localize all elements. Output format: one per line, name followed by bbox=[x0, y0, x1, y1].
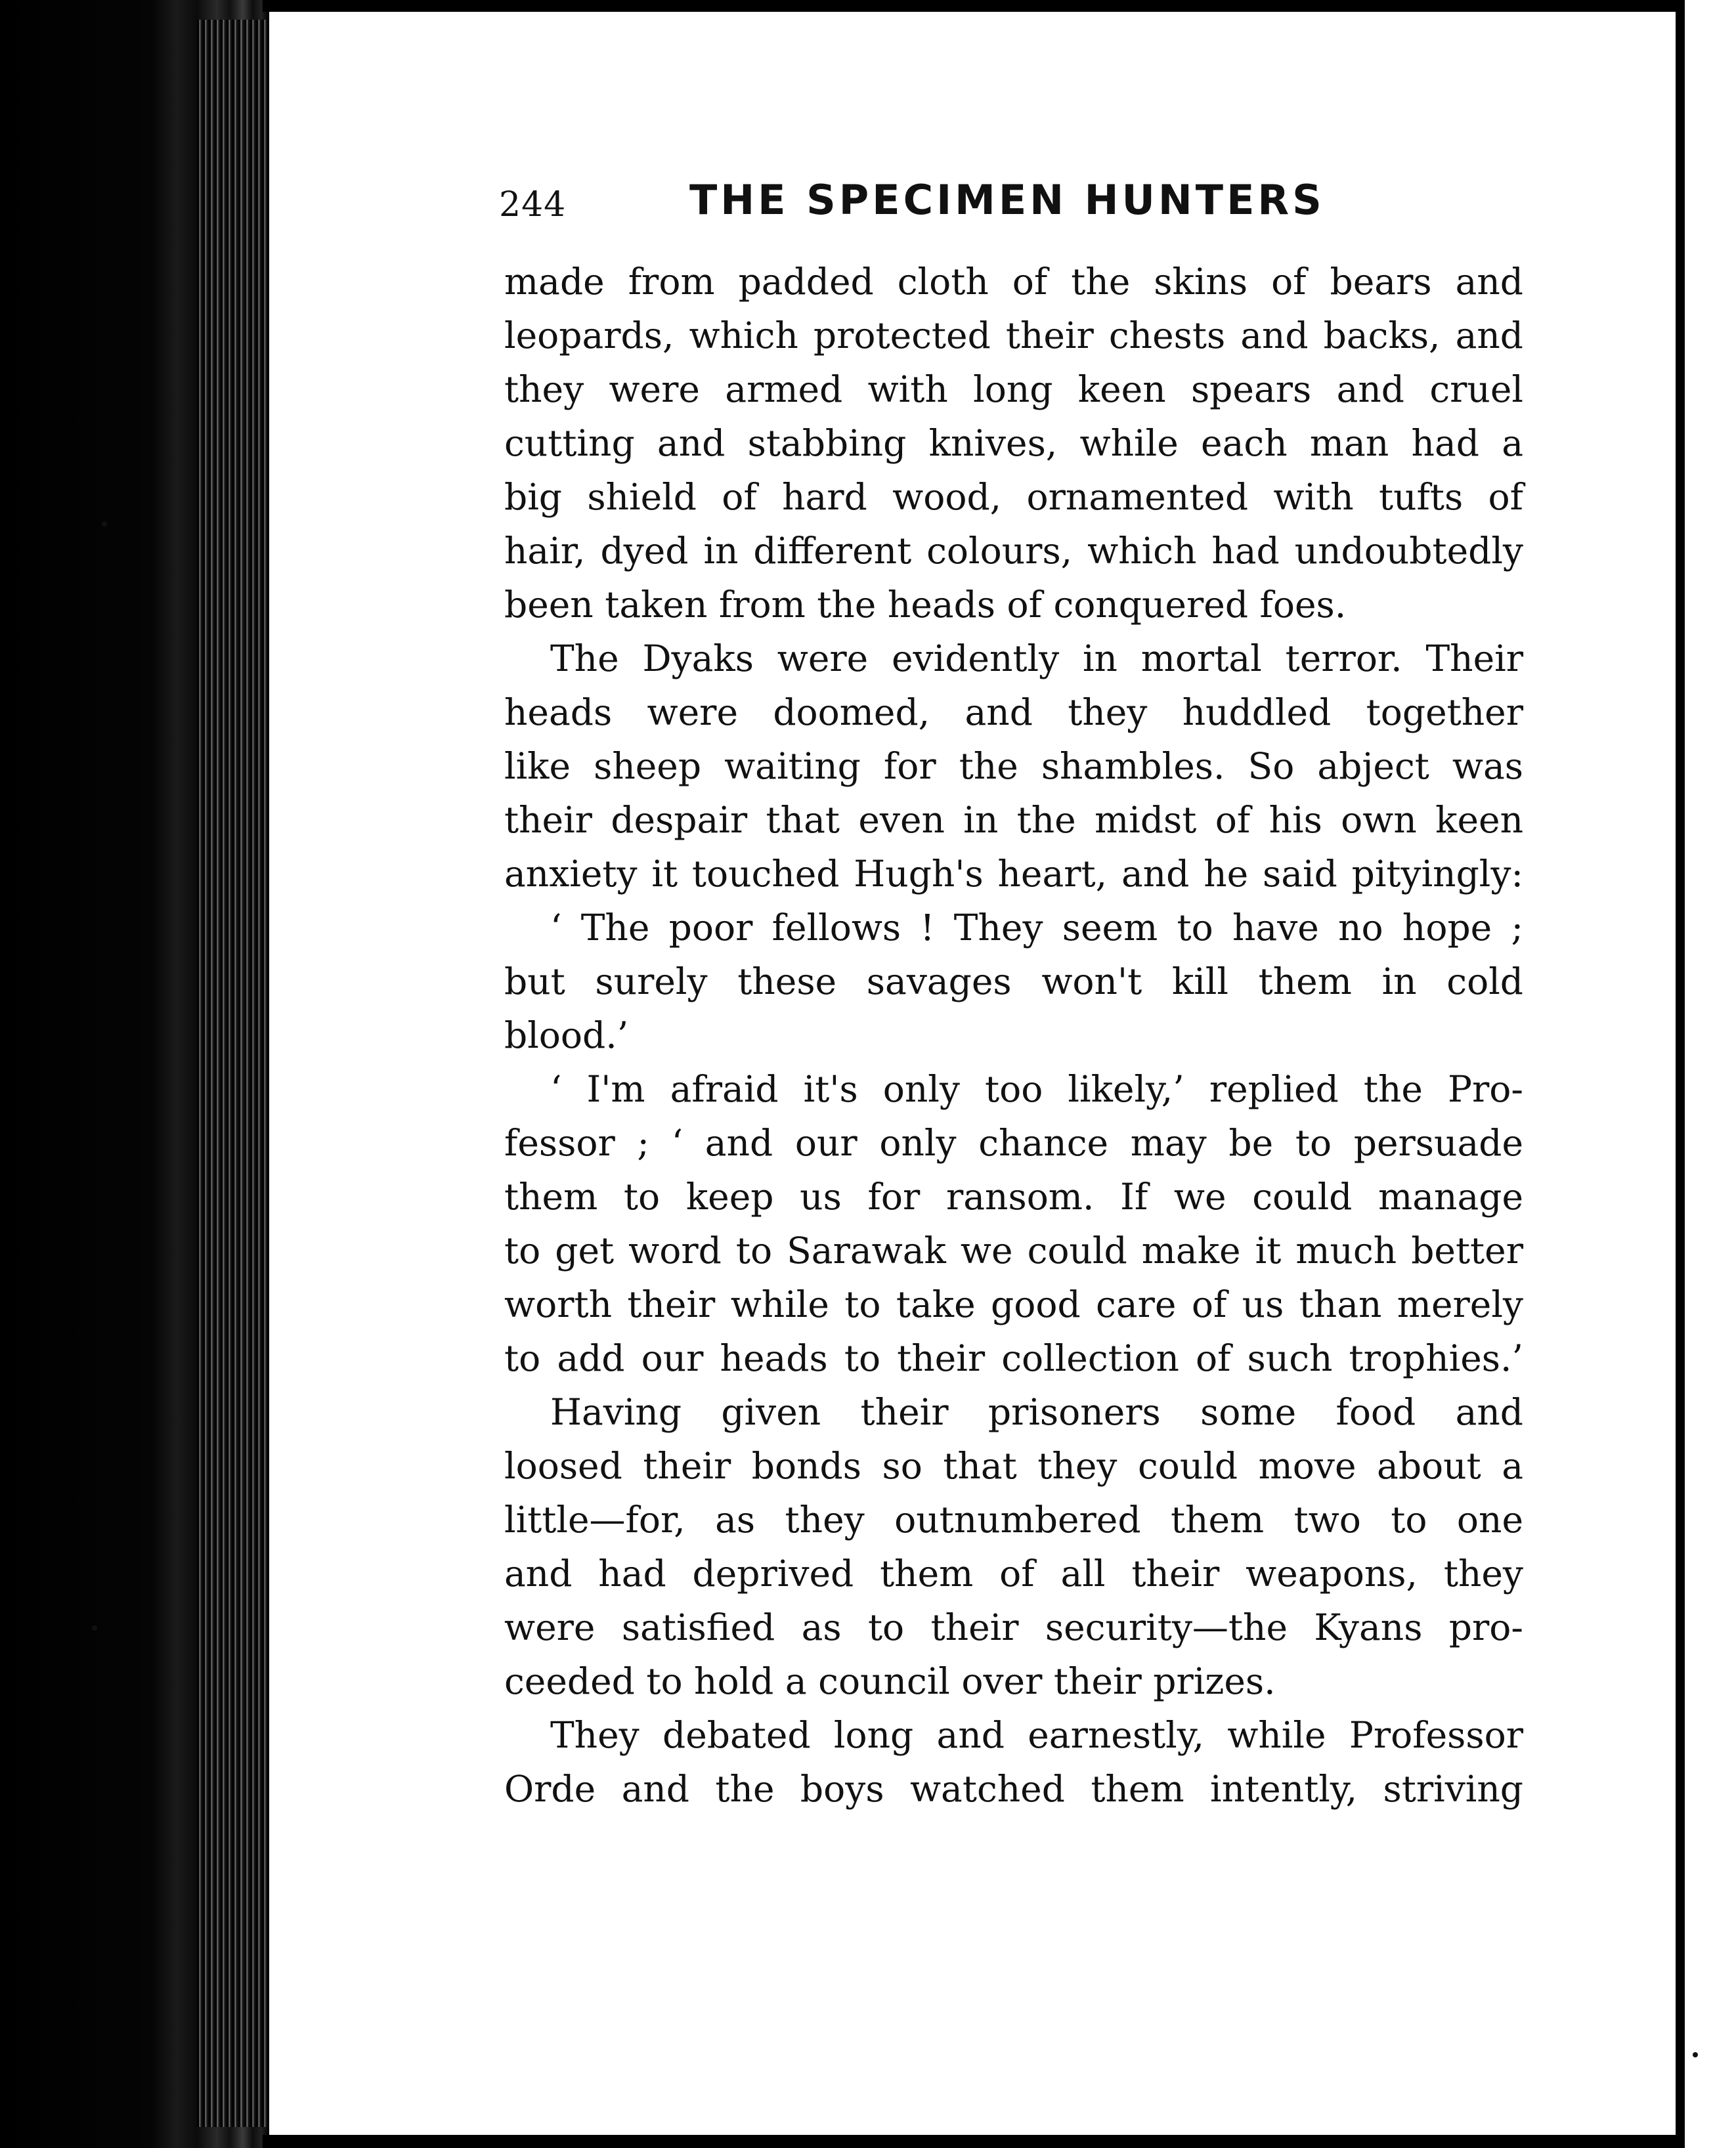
body-text bbox=[504, 255, 1523, 1816]
text-line: ceeded to hold a council over their prizes. bbox=[504, 1660, 1276, 1702]
text-line: them to keep us for ransom. If we could manage bbox=[504, 1176, 1523, 1218]
text-line: They debated long and earnestly, while Professor bbox=[550, 1714, 1523, 1756]
text-line: Orde and the boys watched them intently, striving bbox=[504, 1768, 1523, 1810]
text-line: made from padded cloth of the skins of bears and bbox=[504, 261, 1523, 303]
running-header bbox=[499, 176, 1326, 235]
text-line: fessor ; ‘ and our only chance may be to persuade bbox=[504, 1122, 1523, 1164]
margin-speck bbox=[102, 521, 107, 526]
text-line: like sheep waiting for the shambles. So abject was bbox=[504, 745, 1523, 787]
text-line: and had deprived them of all their weapons, they bbox=[504, 1553, 1523, 1595]
top-edge-shadow bbox=[263, 0, 1687, 12]
page-edges bbox=[197, 20, 269, 2127]
text-line: The Dyaks were evidently in mortal terror. Their bbox=[550, 637, 1523, 679]
text-line: to get word to Sarawak we could make it much better bbox=[504, 1230, 1523, 1272]
margin-speck bbox=[1693, 2052, 1698, 2057]
text-line: blood.’ bbox=[504, 1014, 629, 1056]
text-line: cutting and stabbing knives, while each man had a bbox=[504, 422, 1523, 464]
text-line: their despair that even in the midst of his own keen bbox=[504, 799, 1523, 841]
running-title: THE SPECIMEN HUNTERS bbox=[689, 176, 1325, 224]
text-line: they were armed with long keen spears and cruel bbox=[504, 368, 1523, 410]
text-line: big shield of hard wood, ornamented with tufts of bbox=[504, 476, 1523, 518]
text-line: but surely these savages won't kill them in cold bbox=[504, 960, 1523, 1002]
margin-speck bbox=[92, 1625, 97, 1631]
right-edge-shadow bbox=[1676, 0, 1685, 2148]
text-line: were satisfied as to their security—the Kyans pro- bbox=[504, 1606, 1523, 1648]
page-number: 244 bbox=[499, 185, 567, 225]
text-line: Having given their prisoners some food and bbox=[550, 1391, 1523, 1433]
text-line: loosed their bonds so that they could move about a bbox=[504, 1445, 1523, 1487]
text-line: worth their while to take good care of us than merely bbox=[504, 1283, 1523, 1325]
text-line: little—for, as they outnumbered them two to one bbox=[504, 1499, 1523, 1541]
text-line: heads were doomed, and they huddled together bbox=[504, 691, 1523, 733]
right-margin bbox=[1685, 0, 1736, 2148]
text-line: been taken from the heads of conquered foes. bbox=[504, 584, 1347, 626]
text-line: to add our heads to their collection of such trophies.’ bbox=[504, 1337, 1523, 1379]
text-line: ‘ I'm afraid it's only too likely,’ replied the Pro- bbox=[550, 1068, 1523, 1110]
bottom-edge-shadow bbox=[263, 2135, 1687, 2148]
text-line: hair, dyed in different colours, which had undoubtedly bbox=[504, 530, 1523, 572]
text-line: ‘ The poor fellows ! They seem to have no hope ; bbox=[550, 907, 1523, 949]
text-line: leopards, which protected their chests and backs, and bbox=[504, 314, 1523, 356]
text-line: anxiety it touched Hugh's heart, and he said pityingly: bbox=[504, 853, 1523, 895]
